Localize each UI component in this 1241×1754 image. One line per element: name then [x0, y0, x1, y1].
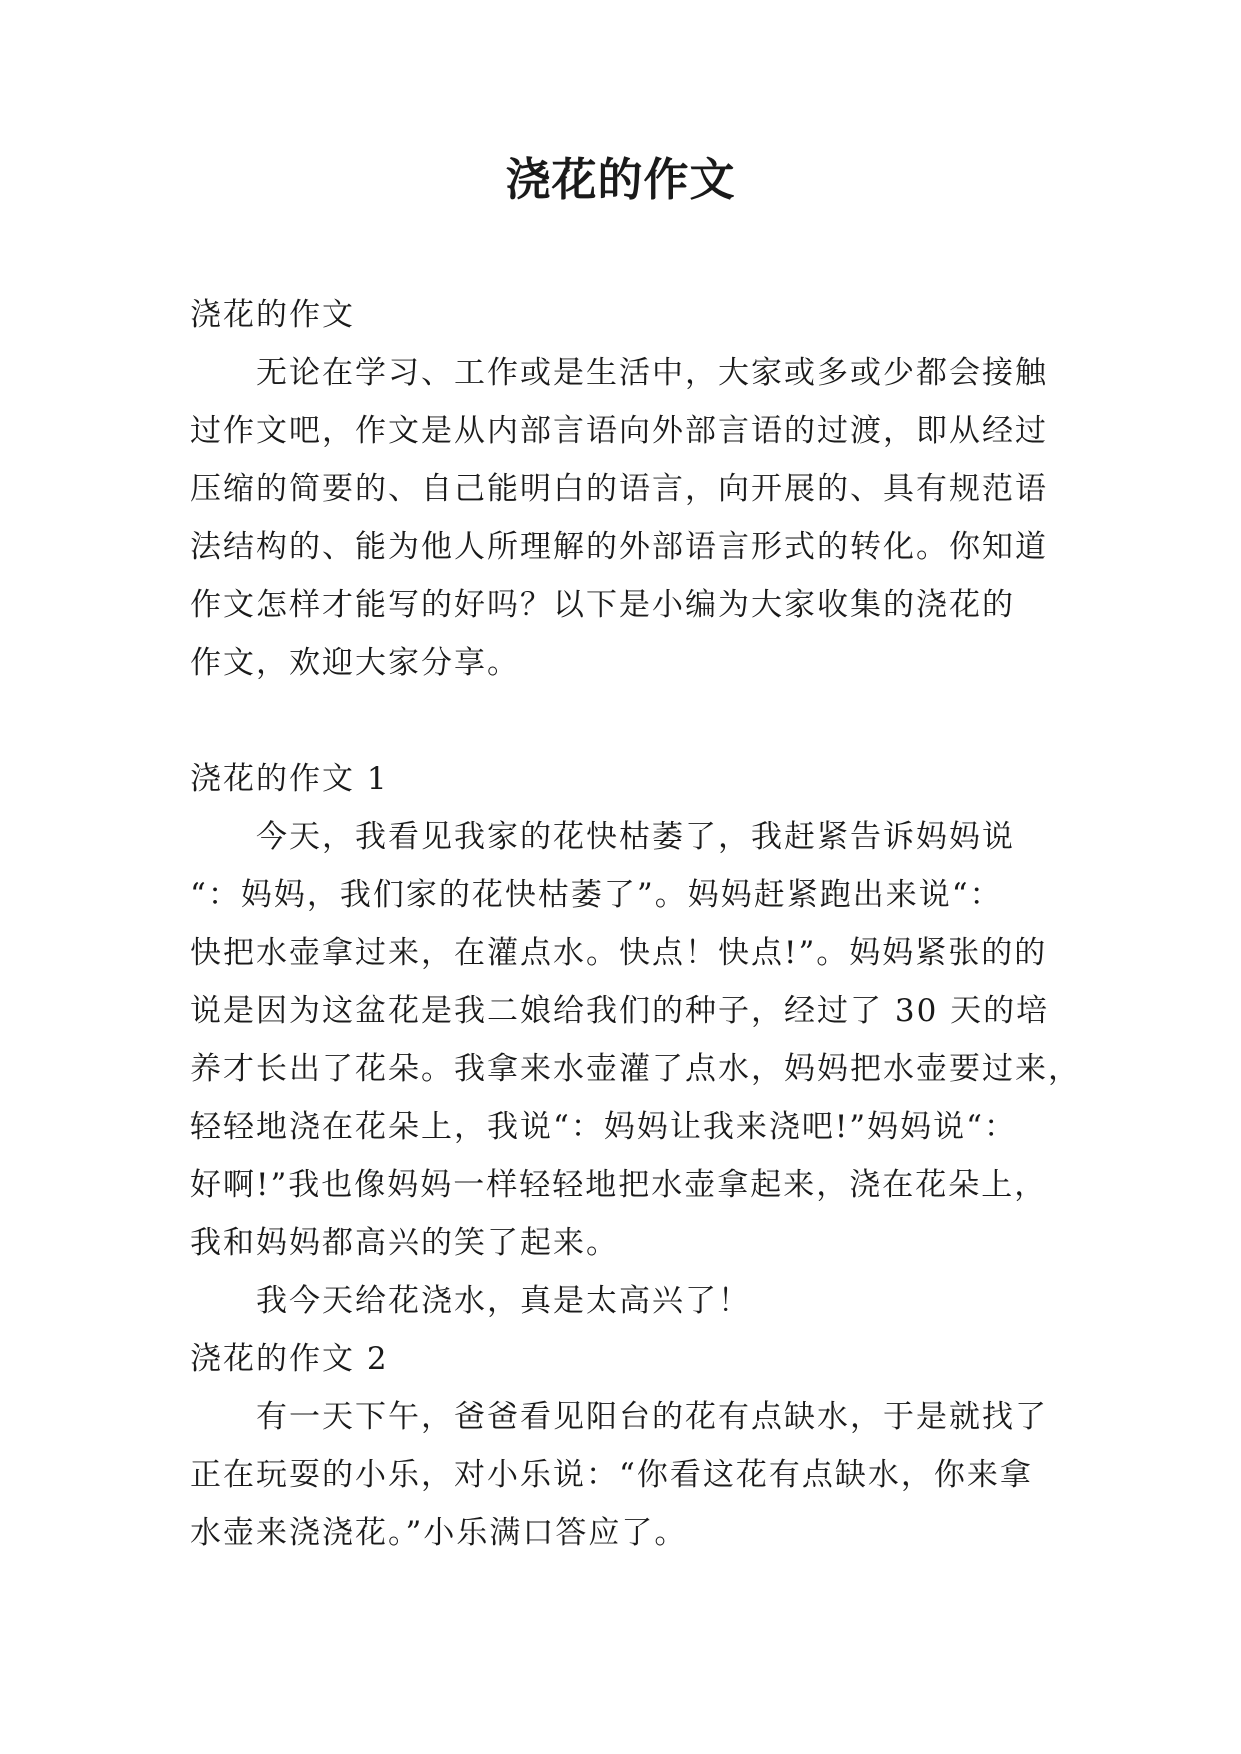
- document-body: [190, 286, 1081, 1562]
- essay-1-heading: 浇花的作文 1: [190, 761, 389, 797]
- essay-1-line: 快把水壶拿过来，在灌点水。快点！快点!”。妈妈紧张的的: [190, 935, 1048, 971]
- intro-heading: 浇花的作文: [190, 297, 355, 333]
- essay-1-line: 好啊!”我也像妈妈一样轻轻地把水壶拿起来，浇在花朵上，: [190, 1167, 1048, 1203]
- essay-1-line: 说是因为这盆花是我二娘给我们的种子，经过了 30 天的培: [190, 993, 1050, 1029]
- essay-1-line: 我和妈妈都高兴的笑了起来。: [190, 1225, 619, 1261]
- intro-line: 作文怎样才能写的好吗？以下是小编为大家收集的浇花的: [190, 587, 1015, 623]
- intro-line: 无论在学习、工作或是生活中，大家或多或少都会接触: [256, 355, 1048, 391]
- essay-1-line: 养才长出了花朵。我拿来水壶灌了点水，妈妈把水壶要过来，: [190, 1051, 1081, 1087]
- essay-2-line: 水壶来浇浇花。”小乐满口答应了。: [190, 1515, 688, 1551]
- essay-1-line: 今天，我看见我家的花快枯萎了，我赶紧告诉妈妈说: [256, 819, 1015, 855]
- essay-1-closing: 我今天给花浇水，真是太高兴了！: [256, 1283, 751, 1319]
- intro-line: 法结构的、能为他人所理解的外部语言形式的转化。你知道: [190, 529, 1048, 565]
- essay-2-line: 有一天下午，爸爸看见阳台的花有点缺水，于是就找了: [256, 1399, 1048, 1435]
- document-title: 浇花的作文: [505, 153, 736, 206]
- essay-1-line: “：妈妈，我们家的花快枯萎了”。妈妈赶紧跑出来说“：: [190, 877, 1003, 913]
- essay-2-heading: 浇花的作文 2: [190, 1341, 389, 1377]
- intro-line: 作文，欢迎大家分享。: [190, 645, 520, 681]
- essay-1-line: 轻轻地浇在花朵上，我说“：妈妈让我来浇吧!”妈妈说“：: [190, 1109, 1017, 1145]
- intro-line: 压缩的简要的、自己能明白的语言，向开展的、具有规范语: [190, 471, 1048, 507]
- intro-line: 过作文吧，作文是从内部言语向外部言语的过渡，即从经过: [190, 413, 1048, 449]
- essay-2-line: 正在玩耍的小乐，对小乐说：“你看这花有点缺水，你来拿: [190, 1457, 1033, 1493]
- paragraph-spacer: [190, 692, 1070, 750]
